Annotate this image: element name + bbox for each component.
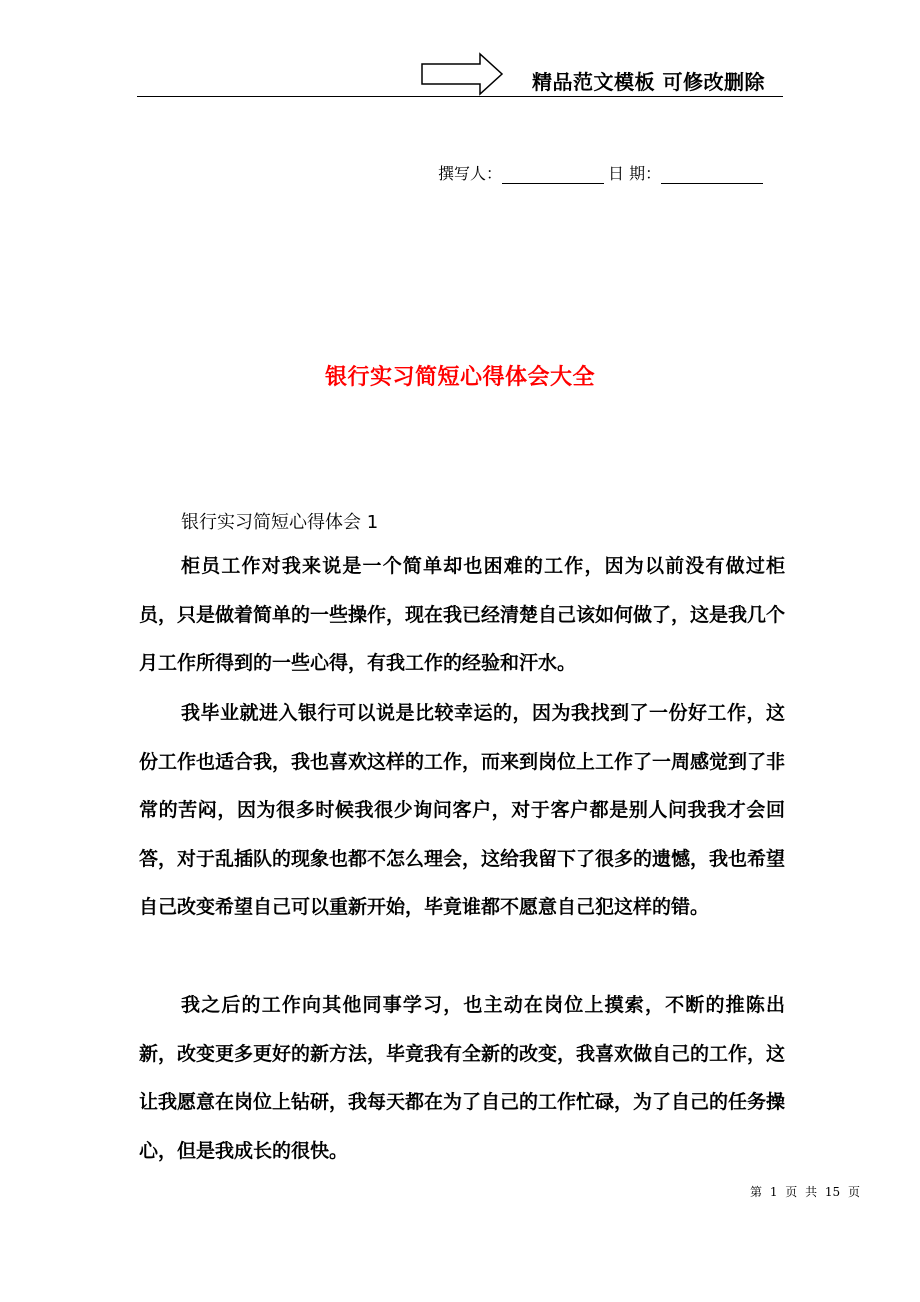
author-date-line — [438, 161, 763, 184]
author-label: 撰写人： — [438, 164, 503, 183]
body-paragraph: 我之后的工作向其他同事学习，也主动在岗位上摸索，不断的推陈出新，改变更多更好的新方法，毕竟我有全新的改变，我喜欢做自己的工作，这让我愿意在岗位上钻研，我每天都在为了自己的工作忙碌，为了自己的任务操心，但是我成长的很快。 — [139, 994, 786, 1162]
date-blank — [661, 165, 763, 184]
author-blank — [502, 165, 604, 184]
date-label: 日 期： — [608, 164, 662, 183]
section-heading: 银行实习简短心得体会 1 — [181, 512, 379, 533]
page-number: 第 1 页 共 15 页 — [750, 1185, 860, 1199]
header-divider — [137, 96, 783, 97]
right-arrow-icon — [420, 52, 504, 96]
body-paragraph: 我毕业就进入银行可以说是比较幸运的，因为我找到了一份好工作，这份工作也适合我，我也喜欢这样的工作，而来到岗位上工作了一周感觉到了非常的苦闷，因为很多时候我很少询问客户，对于客户都是别人问我我才会回答，对于乱插队的现象也都不怎么理会，这给我留下了很多的遗憾，我也希望自己改变希望自己可以重新开始，毕竟谁都不愿意自己犯这样的错。 — [139, 702, 786, 918]
header-tagline: 精品范文模板 可修改删除 — [532, 70, 765, 94]
body-paragraph: 柜员工作对我来说是一个简单却也困难的工作，因为以前没有做过柜员，只是做着简单的一些操作，现在我已经清楚自己该如何做了，这是我几个月工作所得到的一些心得，有我工作的经验和汗水。 — [139, 555, 786, 674]
document-title: 银行实习简短心得体会大全 — [324, 365, 595, 390]
